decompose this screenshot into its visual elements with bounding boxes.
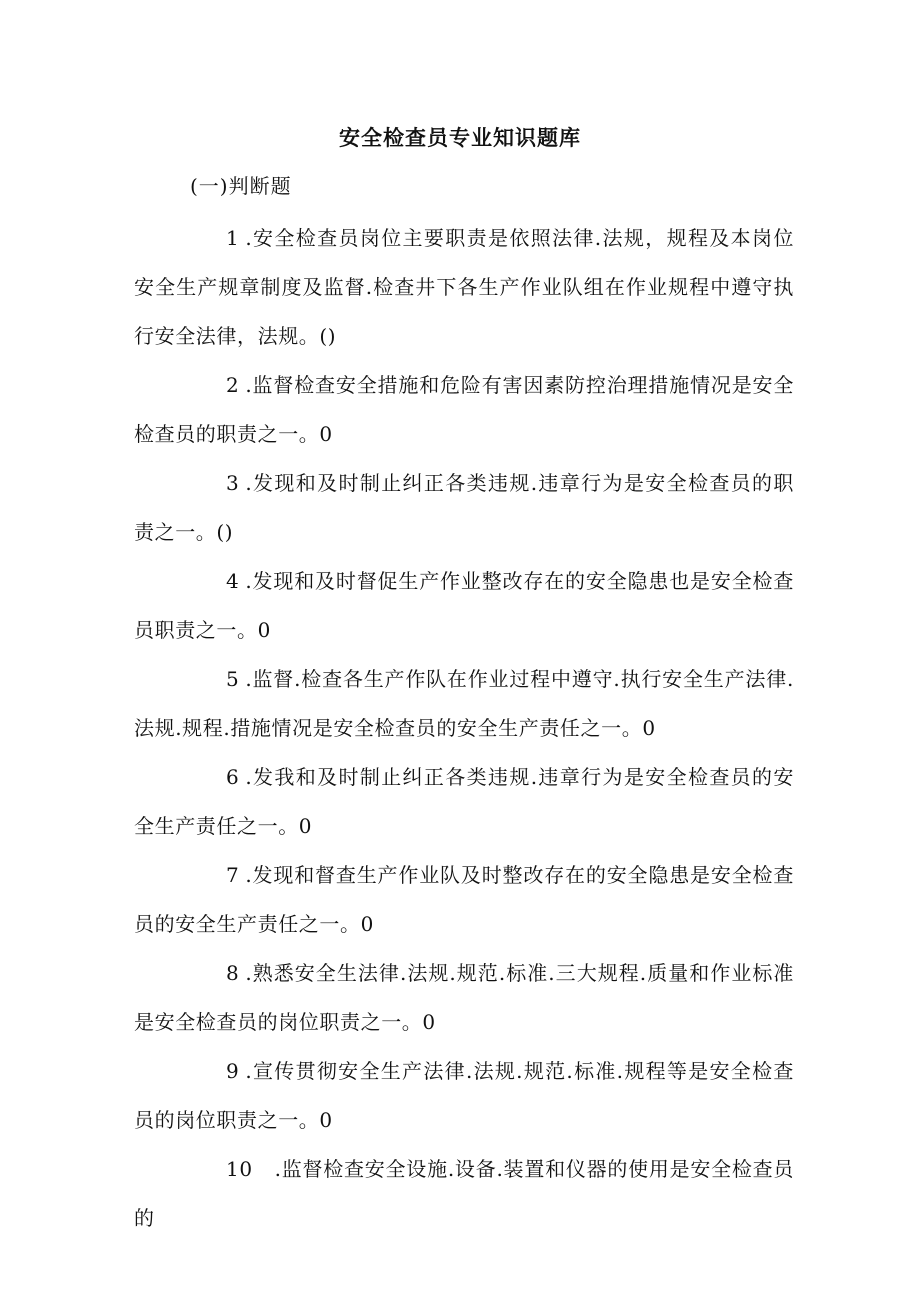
question-number: 7 [226, 863, 240, 887]
question-item [134, 1047, 794, 1145]
question-item [134, 557, 794, 655]
question-text: .宣传贯彻安全生产法律.法规.规范.标准.规程等是安全检查员的岗位职责之一。0 [134, 1059, 794, 1132]
question-number: 1 [226, 226, 240, 250]
question-number: 5 [226, 667, 240, 691]
question-text: .发现和及时制止纠正各类违规.违章行为是安全检查员的职责之一。() [134, 471, 794, 544]
question-text: .发现和及时督促生产作业整改存在的安全隐患也是安全检查员职责之一。0 [134, 569, 794, 642]
question-number: 10 [226, 1157, 253, 1181]
question-item [134, 459, 794, 557]
question-number: 3 [226, 471, 240, 495]
question-item [134, 851, 794, 949]
question-item [134, 949, 794, 1047]
question-number: 2 [226, 373, 240, 397]
question-item [134, 753, 794, 851]
question-number: 4 [226, 569, 240, 593]
question-item [134, 214, 794, 361]
question-text: .监督.检查各生产作队在作业过程中遵守.执行安全生产法律.法规.规程.措施情况是安全检查员的安全生产责任之一。0 [134, 667, 794, 740]
question-number: 8 [226, 961, 240, 985]
question-text: .监督检查安全措施和危险有害因素防控治理措施情况是安全检查员的职责之一。0 [134, 373, 794, 446]
section-heading: (一)判断题 [190, 174, 292, 198]
question-text: .安全检查员岗位主要职责是依照法律.法规，规程及本岗位安全生产规章制度及监督.检查井下各生产作业队组在作业规程中遵守执行安全法律，法规。() [134, 226, 794, 348]
question-item [134, 655, 794, 753]
question-text: .发现和督查生产作业队及时整改存在的安全隐患是安全检查员的安全生产责任之一。0 [134, 863, 794, 936]
document-title: 安全检查员专业知识题库 [339, 125, 581, 150]
question-number: 9 [226, 1059, 240, 1083]
question-text: .发我和及时制止纠正各类违规.违章行为是安全检查员的安全生产责任之一。0 [134, 765, 794, 838]
question-list [134, 214, 794, 1243]
question-item [134, 361, 794, 459]
question-text: .监督检查安全设施.设备.装置和仪器的使用是安全检查员的 [134, 1157, 794, 1230]
question-item [134, 1145, 794, 1243]
question-number: 6 [226, 765, 240, 789]
question-text: .熟悉安全生法律.法规.规范.标准.三大规程.质量和作业标准是安全检查员的岗位职责之一。0 [134, 961, 794, 1034]
